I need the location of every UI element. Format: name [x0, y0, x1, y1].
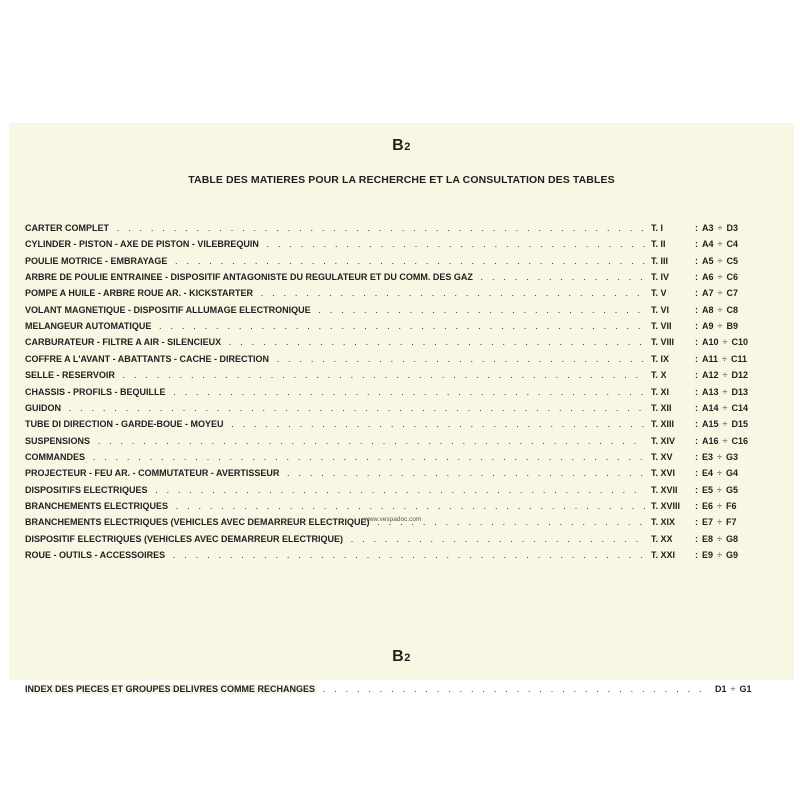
entry-table-number: T. IX [651, 353, 670, 364]
toc-entry [25, 385, 785, 399]
entry-range: : A15 ÷ D15 [695, 419, 748, 430]
document-title: TABLE DES MATIERES POUR LA RECHERCHE ET LA CONSULTATION DES TABLES [188, 174, 615, 186]
page-mark-number: 2 [404, 141, 411, 153]
entry-range: : A11 ÷ C11 [695, 353, 747, 364]
entry-label: COFFRE A L'AVANT - ABATTANTS - CACHE - DIRECTION . . . [25, 352, 645, 366]
entry-label: PROJECTEUR - FEU AR. - COMMUTATEUR - AVERTISSEUR . . . [25, 466, 645, 480]
entry-label: POULIE MOTRICE - EMBRAYAGE . . . [25, 254, 645, 268]
toc-entry [25, 368, 785, 382]
entry-range: : A6 ÷ C6 [695, 272, 738, 283]
entry-range: : A10 ÷ C10 [695, 337, 748, 348]
entry-label: ROUE - OUTILS - ACCESSOIRES . . . [25, 548, 645, 562]
entry-range: : E8 ÷ G8 [695, 533, 738, 544]
toc-entry [25, 450, 785, 464]
entry-label: VOLANT MAGNETIQUE - DISPOSITIF ALLUMAGE ELECTRONIQUE . . . [25, 303, 645, 317]
entry-table-number: T. XXI [651, 550, 676, 560]
toc-entry [25, 483, 785, 497]
entry-label: CYLINDER - PISTON - AXE DE PISTON - VILEBREQUIN . . . [25, 237, 645, 251]
toc-entry [25, 303, 785, 317]
entry-label: POMPE A HUILE - ARBRE ROUE AR. - KICKSTARTER . . . [25, 286, 645, 300]
toc-entry [25, 286, 785, 300]
entry-range: : E6 ÷ F6 [695, 500, 737, 511]
entry-label: MELANGEUR AUTOMATIQUE . . . [25, 319, 645, 333]
toc-entry [25, 401, 785, 415]
entry-table-number: T. VIII [651, 337, 675, 348]
entry-table-number: T. VII [651, 321, 672, 332]
entry-range: : E4 ÷ G4 [695, 468, 738, 479]
watermark-text: www.vespadoc.com [364, 516, 422, 523]
entry-range: : A13 ÷ D13 [695, 386, 748, 397]
entry-table-number: T. XV [651, 451, 673, 462]
entry-range: : A7 ÷ C7 [695, 288, 738, 299]
toc-entry [25, 352, 785, 366]
entry-label: TUBE DI DIRECTION - GARDE-BOUE - MOYEU . . . [25, 417, 645, 431]
page-mark-top [9, 137, 794, 155]
toc-entry [25, 270, 785, 284]
entry-table-number: T. XIII [651, 419, 675, 430]
toc-entry [25, 221, 785, 235]
entry-label: BRANCHEMENTS ELECTRIQUES . . . [25, 499, 645, 513]
entry-range: : A5 ÷ C5 [695, 255, 738, 266]
entry-table-number: T. XI [651, 386, 670, 397]
page-mark-letter: B [392, 648, 405, 665]
entry-table-number: T. I [651, 223, 664, 233]
entry-table-number: T. VI [651, 304, 670, 315]
toc-entry [25, 335, 785, 349]
entry-range: : A4 ÷ C4 [695, 239, 738, 250]
entry-table-number: T. XII [651, 402, 672, 413]
entry-range: : E9 ÷ G9 [695, 550, 738, 560]
toc-entry [25, 319, 785, 333]
toc-entry [25, 254, 785, 268]
entry-table-number: T. V [651, 288, 667, 299]
entry-range: : A16 ÷ C16 [695, 435, 748, 446]
entry-label: INDEX DES PIECES ET GROUPES DELIVRES COMME RECHANGES . . . [25, 682, 705, 696]
entry-table-number: T. IV [651, 272, 670, 283]
toc-entry [25, 532, 785, 546]
entry-label: SELLE - RESERVOIR . . . [25, 368, 645, 382]
entry-range: : A14 ÷ C14 [695, 402, 748, 413]
entry-range: : E7 ÷ F7 [695, 517, 737, 528]
entry-label: SUSPENSIONS . . . [25, 434, 645, 448]
entry-table-number: T. XVI [651, 468, 676, 479]
entry-range: : A12 ÷ D12 [695, 370, 748, 381]
entry-table-number: T. XIX [651, 517, 676, 528]
entry-table-number: T. XVIII [651, 500, 681, 511]
toc-entry [25, 417, 785, 431]
toc-entry [25, 548, 785, 562]
entry-range: : A8 ÷ C8 [695, 304, 738, 315]
toc-entry [25, 434, 785, 448]
entry-label: BRANCHEMENTS ELECTRIQUES (VEHICLES AVEC DEMARREUR ELECTRIQUE) . . . [25, 515, 645, 529]
entry-label: DISPOSITIFS ELECTRIQUES . . . [25, 483, 645, 497]
entry-label: DISPOSITIF ELECTRIQUES (VEHICLES AVEC DEMARREUR ELECTRIQUE) . . . [25, 532, 645, 546]
entry-label: ARBRE DE POULIE ENTRAINEE - DISPOSITIF ANTAGONISTE DU REGULATEUR ET DU COMM. DES GAZ . . . [25, 270, 645, 284]
entry-label: CHASSIS - PROFILS - BEQUILLE . . . [25, 385, 645, 399]
document-page [9, 123, 794, 694]
entry-label: CARTER COMPLET . . . [25, 221, 645, 235]
entry-table-number: T. XVII [651, 484, 678, 495]
entry-table-number: T. II [651, 239, 666, 250]
entry-label: GUIDON . . . [25, 401, 645, 415]
entry-table-number: T. III [651, 255, 669, 266]
toc-entry [25, 466, 785, 480]
entry-range: : A3 ÷ D3 [695, 223, 738, 233]
index-entry [25, 682, 785, 696]
entry-table-number: T. X [651, 370, 667, 381]
entry-range: : E3 ÷ G3 [695, 451, 738, 462]
toc-entry [25, 499, 785, 513]
page-mark-letter: B [392, 137, 405, 154]
entry-range: : E5 ÷ G5 [695, 484, 738, 495]
entry-table-number: T. XX [651, 533, 673, 544]
toc-entry [25, 237, 785, 251]
entry-range: D1 ÷ G1 [715, 684, 752, 694]
entry-label: CARBURATEUR - FILTRE A AIR - SILENCIEUX . . . [25, 335, 645, 349]
entry-range: : A9 ÷ B9 [695, 321, 738, 332]
entry-table-number: T. XIV [651, 435, 676, 446]
page-mark-number: 2 [404, 652, 411, 664]
page-mark-bottom [9, 648, 794, 666]
entry-label: COMMANDES . . . [25, 450, 645, 464]
